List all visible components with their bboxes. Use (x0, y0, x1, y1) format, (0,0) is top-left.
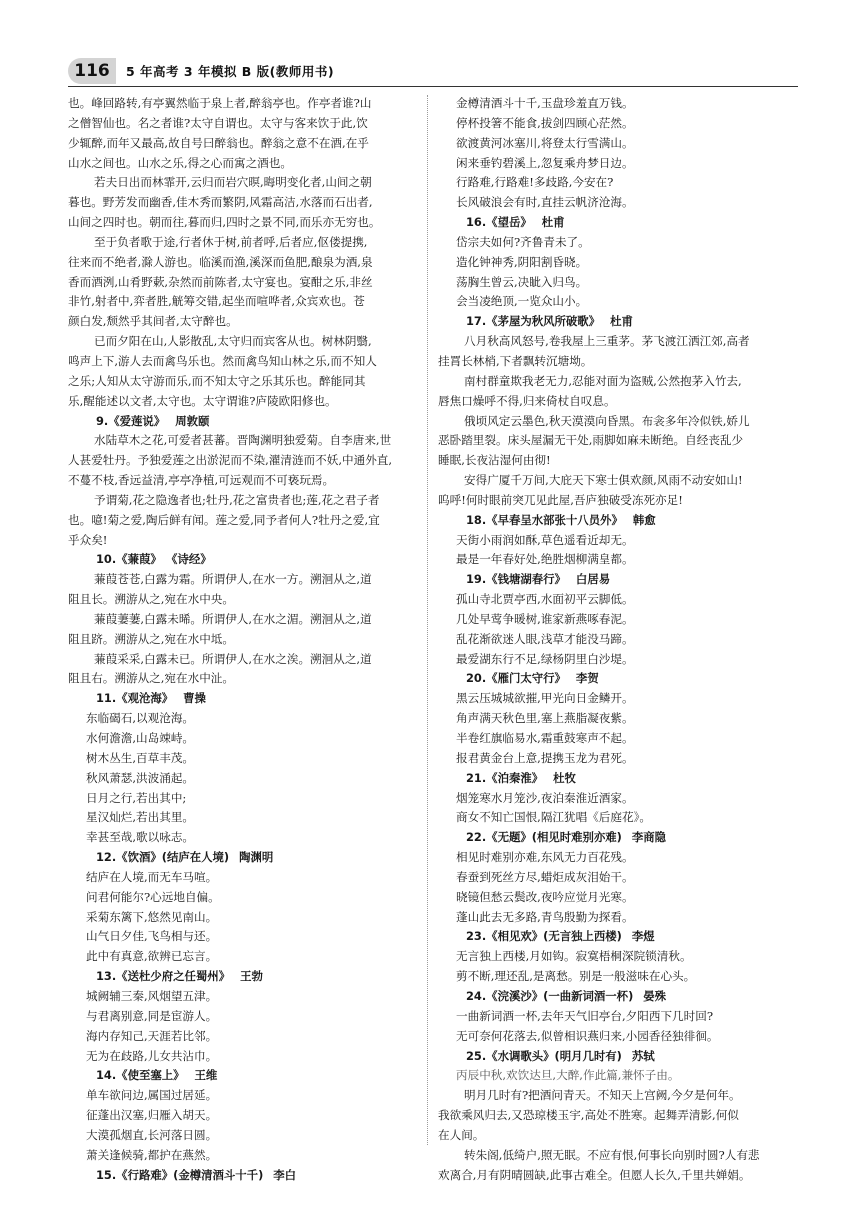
poem-author: 陶渊明 (239, 850, 274, 865)
poem-line: 水何澹澹,山岛竦峙。 (86, 731, 195, 745)
poem-line: 天街小雨润如酥,草色遥看近却无。 (456, 532, 634, 547)
poem-author: 王勃 (240, 969, 263, 984)
column-divider (427, 95, 428, 1145)
text-line: 阻且长。溯游从之,宛在水中央。 (68, 592, 234, 607)
text-line: 睡眠,长夜沾湿何由彻! (438, 453, 551, 468)
text-line: 少辄醉,而年又最高,故自号曰醉翁也。醉翁之意不在酒,在乎 (68, 135, 369, 150)
paragraph-start-line: 若夫日出而林霏开,云归而岩穴暝,晦明变化者,山间之朝 (94, 175, 372, 190)
text-line: 唇焦口燥呼不得,归来倚杖自叹息。 (438, 393, 616, 408)
poem-title: 10.《蒹葭》 (96, 552, 162, 567)
poem-heading (438, 927, 784, 947)
poem-author: 曹操 (183, 691, 206, 706)
poem-line: 会当凌绝顶,一览众山小。 (456, 294, 588, 309)
text-line: 往来而不绝者,滁人游也。临溪而渔,溪深而鱼肥,酿泉为酒,泉 (68, 254, 373, 269)
poem-author: 杜甫 (610, 314, 633, 329)
paragraph-start-line: 安得广厦千万间,大庇天下寒士俱欢颜,风雨不动安如山! (464, 473, 743, 488)
poem-title: 11.《观沧海》 (96, 691, 174, 706)
paragraph-start-line: 已而夕阳在山,人影散乱,太守归而宾客从也。树林阴翳, (94, 334, 372, 349)
poem-heading (438, 312, 784, 332)
text-line: 鸣声上下,游人去而禽鸟乐也。然而禽鸟知山林之乐,而不知人 (68, 353, 377, 368)
poem-author: 王维 (194, 1068, 218, 1083)
poem-author: 李商隐 (631, 830, 667, 845)
poem-title: 23.《相见欢》(无言独上西楼) (466, 929, 622, 944)
text-line: 恶卧踏里裂。床头屋漏无干处,雨脚如麻未断绝。自经丧乱少 (438, 433, 744, 448)
page-number: 116 (68, 58, 116, 84)
poem-title: 21.《泊秦淮》 (466, 770, 544, 785)
poem-line: 角声满天秋色里,塞上燕脂凝夜紫。 (456, 711, 634, 726)
poem-line: 金樽清酒斗十千,玉盘珍羞直万钱。 (456, 96, 634, 110)
poem-line: 东临碣石,以观沧海。 (86, 711, 195, 726)
paragraph-start-line: 转朱阁,低绮户,照无眠。不应有恨,何事长向别时圆?人有悲 (464, 1147, 760, 1162)
poem-author: 苏轼 (631, 1048, 655, 1063)
poem-line: 孤山寺北贾亭西,水面初平云脚低。 (456, 592, 634, 607)
text-line: 也。噫!菊之爱,陶后鲜有闻。莲之爱,同予者何人?牡丹之爱,宜 (68, 512, 380, 527)
text-line: 乎众矣! (68, 532, 108, 547)
poem-author: 杜牧 (553, 770, 576, 785)
poem-line: 春蚕到死丝方尽,蜡炬成灰泪始干。 (456, 869, 634, 884)
poem-heading (438, 1047, 784, 1067)
poem-line: 最是一年春好处,绝胜烟柳满皇都。 (456, 552, 634, 567)
poem-title: 22.《无题》(相见时难别亦难) (466, 830, 622, 845)
poem-heading (68, 967, 416, 987)
poem-line: 乱花渐欲迷人眼,浅草才能没马蹄。 (456, 631, 634, 646)
poem-line: 一曲新词酒一杯,去年天气旧亭台,夕阳西下几时回? (456, 1008, 714, 1023)
poem-title: 18.《早春呈水部张十八员外》 (466, 512, 623, 527)
poem-title: 24.《浣溪沙》(一曲新词酒一杯) (466, 988, 634, 1003)
text-line: 之僧智仙也。名之者谁?太守自谓也。太守与客来饮于此,饮 (68, 115, 368, 130)
paragraph-start-line: 蒹葭采采,白露未已。所谓伊人,在水之涘。溯洄从之,道 (94, 651, 372, 666)
text-line: 乐,醒能述以文者,太守也。太守谓谁?庐陵欧阳修也。 (68, 393, 337, 408)
paragraph-start-line: 予谓菊,花之隐逸者也;牡丹,花之富贵者也;莲,花之君子者 (94, 492, 380, 507)
poem-heading (438, 828, 784, 848)
poem-line: 烟笼寒水月笼沙,夜泊秦淮近酒家。 (456, 790, 634, 805)
text-line: 颜白发,颓然乎其间者,太守醉也。 (68, 314, 238, 329)
poem-line: 相见时难别亦难,东风无力百花残。 (456, 850, 634, 865)
poem-author: 《诗经》 (171, 552, 212, 567)
poem-heading (438, 669, 784, 689)
paragraph-start-line: 水陆草木之花,可爱者甚蕃。晋陶渊明独爱菊。自李唐来,世 (94, 433, 392, 448)
poem-line: 采菊东篱下,悠然见南山。 (86, 909, 218, 924)
poem-line: 荡胸生曾云,决眦入归鸟。 (456, 274, 588, 289)
poem-line: 单车欲问边,属国过居延。 (86, 1088, 218, 1103)
poem-line: 大漠孤烟直,长河落日圆。 (86, 1127, 218, 1142)
right-text-column (438, 94, 784, 1185)
poem-title: 13.《送杜少府之任蜀州》 (96, 969, 231, 984)
poem-line: 城阙辅三秦,风烟望五津。 (86, 988, 218, 1003)
poem-line: 行路难,行路难!多歧路,今安在? (456, 175, 614, 190)
poem-line: 岱宗夫如何?齐鲁青未了。 (456, 234, 590, 249)
poem-line: 此中有真意,欲辨已忘言。 (86, 949, 218, 964)
poem-line: 山气日夕佳,飞鸟相与还。 (86, 929, 218, 944)
poem-line: 征蓬出汉塞,归雁入胡天。 (86, 1108, 218, 1123)
poem-heading (438, 769, 784, 789)
text-line: 山水之间也。山水之乐,得之心而寓之酒也。 (68, 155, 292, 170)
paragraph-start-line: 明月几时有?把酒问青天。不知天上宫阙,今夕是何年。 (464, 1088, 741, 1103)
poem-author: 李白 (273, 1167, 297, 1182)
poem-line: 几处早莺争暖树,谁家新燕啄春泥。 (456, 611, 634, 626)
poem-line: 无言独上西楼,月如钩。寂寞梧桐深院锁清秋。 (456, 949, 692, 964)
poem-heading (438, 570, 784, 590)
poem-author: 韩愈 (632, 512, 656, 527)
poem-author: 杜甫 (541, 215, 565, 230)
text-line: 我欲乘风归去,又恐琼楼玉宇,高处不胜寒。起舞弄清影,何似 (438, 1108, 739, 1123)
text-line: 山间之四时也。朝而往,暮而归,四时之景不同,而乐亦无穷也。 (68, 215, 381, 230)
text-line: 香而酒洌,山肴野蔌,杂然而前陈者,太守宴也。宴酣之乐,非丝 (68, 274, 373, 289)
poem-author: 李贺 (575, 671, 599, 686)
poem-line: 闲来垂钓碧溪上,忽复乘舟梦日边。 (456, 155, 634, 170)
poem-title: 25.《水调歌头》(明月几时有) (466, 1048, 622, 1063)
poem-heading (68, 550, 416, 570)
poem-author: 白居易 (575, 572, 611, 587)
poem-author: 周敦颐 (175, 413, 210, 428)
poem-line: 半卷红旗临易水,霜重鼓寒声不起。 (456, 731, 634, 745)
paragraph-start-line: 蒹葭苍苍,白露为霜。所谓伊人,在水一方。溯洄从之,道 (94, 572, 372, 587)
poem-heading (68, 848, 416, 868)
book-title: 5 年高考 3 年模拟 B 版(教师用书) (126, 64, 335, 79)
poem-line: 问君何能尔?心远地自偏。 (86, 889, 220, 904)
poem-line: 造化钟神秀,阴阳割昏晓。 (456, 254, 588, 269)
poem-heading (68, 1066, 416, 1086)
paragraph-start-line: 南村群童欺我老无力,忍能对面为盗贼,公然抱茅入竹去, (464, 373, 742, 388)
poem-line: 与君离别意,同是宦游人。 (86, 1008, 218, 1023)
poem-line: 蓬山此去无多路,青鸟殷勤为探看。 (456, 909, 634, 924)
poem-line: 最爱湖东行不足,绿杨阴里白沙堤。 (456, 651, 634, 666)
poem-heading (68, 689, 416, 709)
poem-heading (68, 412, 416, 432)
text-line: 呜呼!何时眼前突兀见此屋,吾庐独破受冻死亦足! (438, 492, 683, 507)
poem-title: 16.《望岳》 (466, 215, 532, 230)
poem-line: 无为在歧路,儿女共沾巾。 (86, 1048, 218, 1063)
text-line: 非竹,射者中,弈者胜,觥筹交错,起坐而喧哗者,众宾欢也。苍 (68, 294, 365, 309)
poem-author: 晏殊 (643, 988, 667, 1003)
poem-line: 剪不断,理还乱,是离愁。别是一般滋味在心头。 (456, 969, 696, 984)
poem-line: 晓镜但愁云鬓改,夜吟应觉月光寒。 (456, 889, 634, 904)
poem-line: 秋风萧瑟,洪波涌起。 (86, 770, 195, 785)
poem-line: 停杯投箸不能食,拔剑四顾心茫然。 (456, 115, 634, 130)
poem-preface-line: 丙辰中秋,欢饮达旦,大醉,作此篇,兼怀子由。 (456, 1068, 680, 1083)
poem-author: 李煜 (631, 929, 655, 944)
text-line: 之乐;人知从太守游而乐,而不知太守之乐其乐也。醉能同其 (68, 373, 366, 388)
text-line: 阻且跻。溯游从之,宛在水中坻。 (68, 631, 234, 646)
text-line: 不蔓不枝,香远益清,亭亭净植,可远观而不可亵玩焉。 (68, 473, 335, 488)
poem-line: 海内存知己,天涯若比邻。 (86, 1028, 218, 1043)
poem-heading (438, 987, 784, 1007)
poem-line: 欲渡黄河冰塞川,将登太行雪满山。 (456, 135, 634, 150)
paragraph-start-line: 俄顷风定云墨色,秋天漠漠向昏黑。布衾多年冷似铁,娇儿 (464, 413, 750, 428)
poem-line: 长风破浪会有时,直挂云帆济沧海。 (456, 195, 634, 210)
poem-title: 15.《行路难》(金樽清酒斗十千) (96, 1167, 264, 1182)
poem-line: 报君黄金台上意,提携玉龙为君死。 (456, 750, 634, 765)
poem-heading (438, 213, 784, 233)
poem-line: 商女不知亡国恨,隔江犹唱《后庭花》。 (456, 810, 651, 825)
poem-line: 结庐在人境,而无车马喧。 (86, 869, 218, 884)
poem-title: 17.《茅屋为秋风所破歌》 (466, 314, 601, 329)
poem-heading (438, 511, 784, 531)
header-divider (68, 86, 798, 87)
poem-line: 星汉灿烂,若出其里。 (86, 810, 195, 825)
left-text-column (68, 94, 416, 1185)
poem-line: 萧关逢候骑,都护在燕然。 (86, 1147, 218, 1162)
text-line: 人甚爱牡丹。予独爱莲之出淤泥而不染,濯清涟而不妖,中通外直, (68, 453, 393, 468)
text-line: 在人间。 (438, 1127, 485, 1142)
poem-title: 9.《爱莲说》 (96, 413, 166, 428)
poem-line: 树木丛生,百草丰茂。 (86, 750, 195, 765)
poem-title: 14.《使至塞上》 (96, 1068, 185, 1083)
poem-title: 19.《钱塘湖春行》 (466, 572, 566, 587)
poem-line: 无可奈何花落去,似曾相识燕归来,小园香径独徘徊。 (456, 1028, 719, 1043)
poem-title: 12.《饮酒》(结庐在人境) (96, 850, 230, 865)
text-line: 挂罥长林梢,下者飘转沉塘坳。 (438, 353, 593, 368)
page-header (68, 58, 798, 86)
poem-line: 日月之行,若出其中; (86, 790, 187, 805)
poem-heading (68, 1166, 416, 1186)
text-line: 暮也。野芳发而幽香,佳木秀而繁阴,风霜高洁,水落而石出者, (68, 195, 373, 210)
poem-line: 幸甚至哉,歌以咏志。 (86, 830, 195, 845)
text-line: 欢离合,月有阴晴圆缺,此事古难全。但愿人长久,千里共婵娟。 (438, 1167, 751, 1182)
paragraph-start-line: 八月秋高风怒号,卷我屋上三重茅。茅飞渡江洒江郊,高者 (464, 334, 750, 349)
paragraph-start-line: 至于负者歌于途,行者休于树,前者呼,后者应,伛偻提携, (94, 234, 368, 249)
poem-line: 黑云压城城欲摧,甲光向日金鳞开。 (456, 691, 634, 706)
paragraph-start-line: 蒹葭萋萋,白露未晞。所谓伊人,在水之湄。溯洄从之,道 (94, 611, 372, 626)
text-line: 阻且右。溯游从之,宛在水中沚。 (68, 671, 234, 686)
text-line: 也。峰回路转,有亭翼然临于泉上者,醉翁亭也。作亭者谁?山 (68, 96, 372, 110)
poem-title: 20.《雁门太守行》 (466, 671, 566, 686)
